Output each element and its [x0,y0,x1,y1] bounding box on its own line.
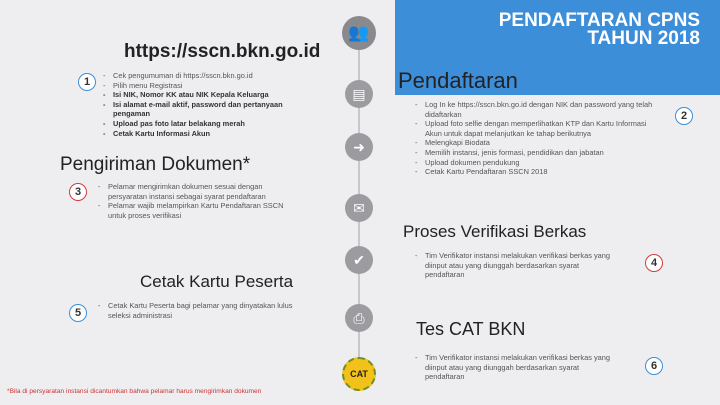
step-4-list [415,251,620,280]
list-item: - Cetak Kartu Informasi Akun [103,129,308,139]
step-2-list [415,100,655,177]
step-number-5: 5 [69,304,87,322]
section-title-cetak: Cetak Kartu Peserta [140,272,294,291]
step-number-6: 6 [645,357,663,375]
list-item: - Upload dokumen pendukung [415,158,655,168]
page-title [395,12,700,48]
list-item: - Memilih instansi, jenis formasi, pendidikan dan jabatan [415,148,655,158]
list-item: - Isi alamat e-mail aktif, password dan pertanyaan pengaman [103,100,308,119]
list-item: - Pelamar mengirimkan dokumen sesuai dengan persyaratan instansi sebagai syarat pendaftaran [98,182,303,201]
step-6-list [415,353,620,382]
list-item: - Isi NIK, Nomor KK atau NIK Kepala Keluarga [103,90,308,100]
title-line-1: PENDAFTARAN CPNS [498,10,700,31]
list-item: - Cetak Kartu Peserta bagi pelamar yang dinyatakan lulus seleksi administrasi [98,301,303,320]
step-5-list [98,301,303,320]
step-number-2: 2 [675,107,693,125]
title-line-2: TAHUN 2018 [587,28,700,49]
section-title-pendaftaran: Pendaftaran [398,68,518,93]
list-item: - Tim Verifikator instansi melakukan verifikasi berkas yang diinput atau yang diunggah berdasarkan syarat pendaftaran [415,353,620,382]
list-item: - Upload pas foto latar belakang merah [103,119,308,129]
list-item: - Melengkapi Biodata [415,138,655,148]
step-number-1: 1 [78,73,96,91]
list-item: - Cetak Kartu Pendaftaran SSCN 2018 [415,167,655,177]
users-icon: 👥 [342,16,376,50]
section-title-proses: Proses Verifikasi Berkas [403,222,587,241]
step-number-3: 3 [69,183,87,201]
list-item: - Log In ke https://sscn.bkn.go.id dengan NIK dan password yang telah didaftarkan [415,100,655,119]
section-title-pengiriman: Pengiriman Dokumen* [60,154,251,175]
footnote: *Bila di persyaratan instansi dicantumkan bahwa pelamar harus mengirimkan dokumen [7,388,262,395]
list-item: - Tim Verifikator instansi melakukan verifikasi berkas yang diinput atau yang diunggah berdasarkan syarat pendaftaran [415,251,620,280]
printer-icon: ⎙ [345,304,373,332]
check-icon: ✔ [345,246,373,274]
list-item: - Cek pengumuman di https://sscn.bkn.go.id [103,71,308,81]
list-item: - Pilih menu Registrasi [103,81,308,91]
form-icon: ▤ [345,80,373,108]
list-item: - Upload foto selfie dengan memperlihatkan KTP dan Kartu Informasi Akun untuk dapat melanjutkan ke tahap berikutnya [415,119,655,138]
cat-badge-icon: CAT [342,357,376,391]
send-icon: ➜ [345,133,373,161]
step-number-4: 4 [645,254,663,272]
section-title-tes-cat: Tes CAT BKN [416,319,526,339]
list-item: - Pelamar wajib melampirkan Kartu Pendaftaran SSCN untuk proses verifikasi [98,201,303,220]
mail-icon: ✉ [345,194,373,222]
step-3-list [98,182,303,220]
step-1-list [103,71,308,138]
site-url[interactable]: https://sscn.bkn.go.id [124,41,321,62]
